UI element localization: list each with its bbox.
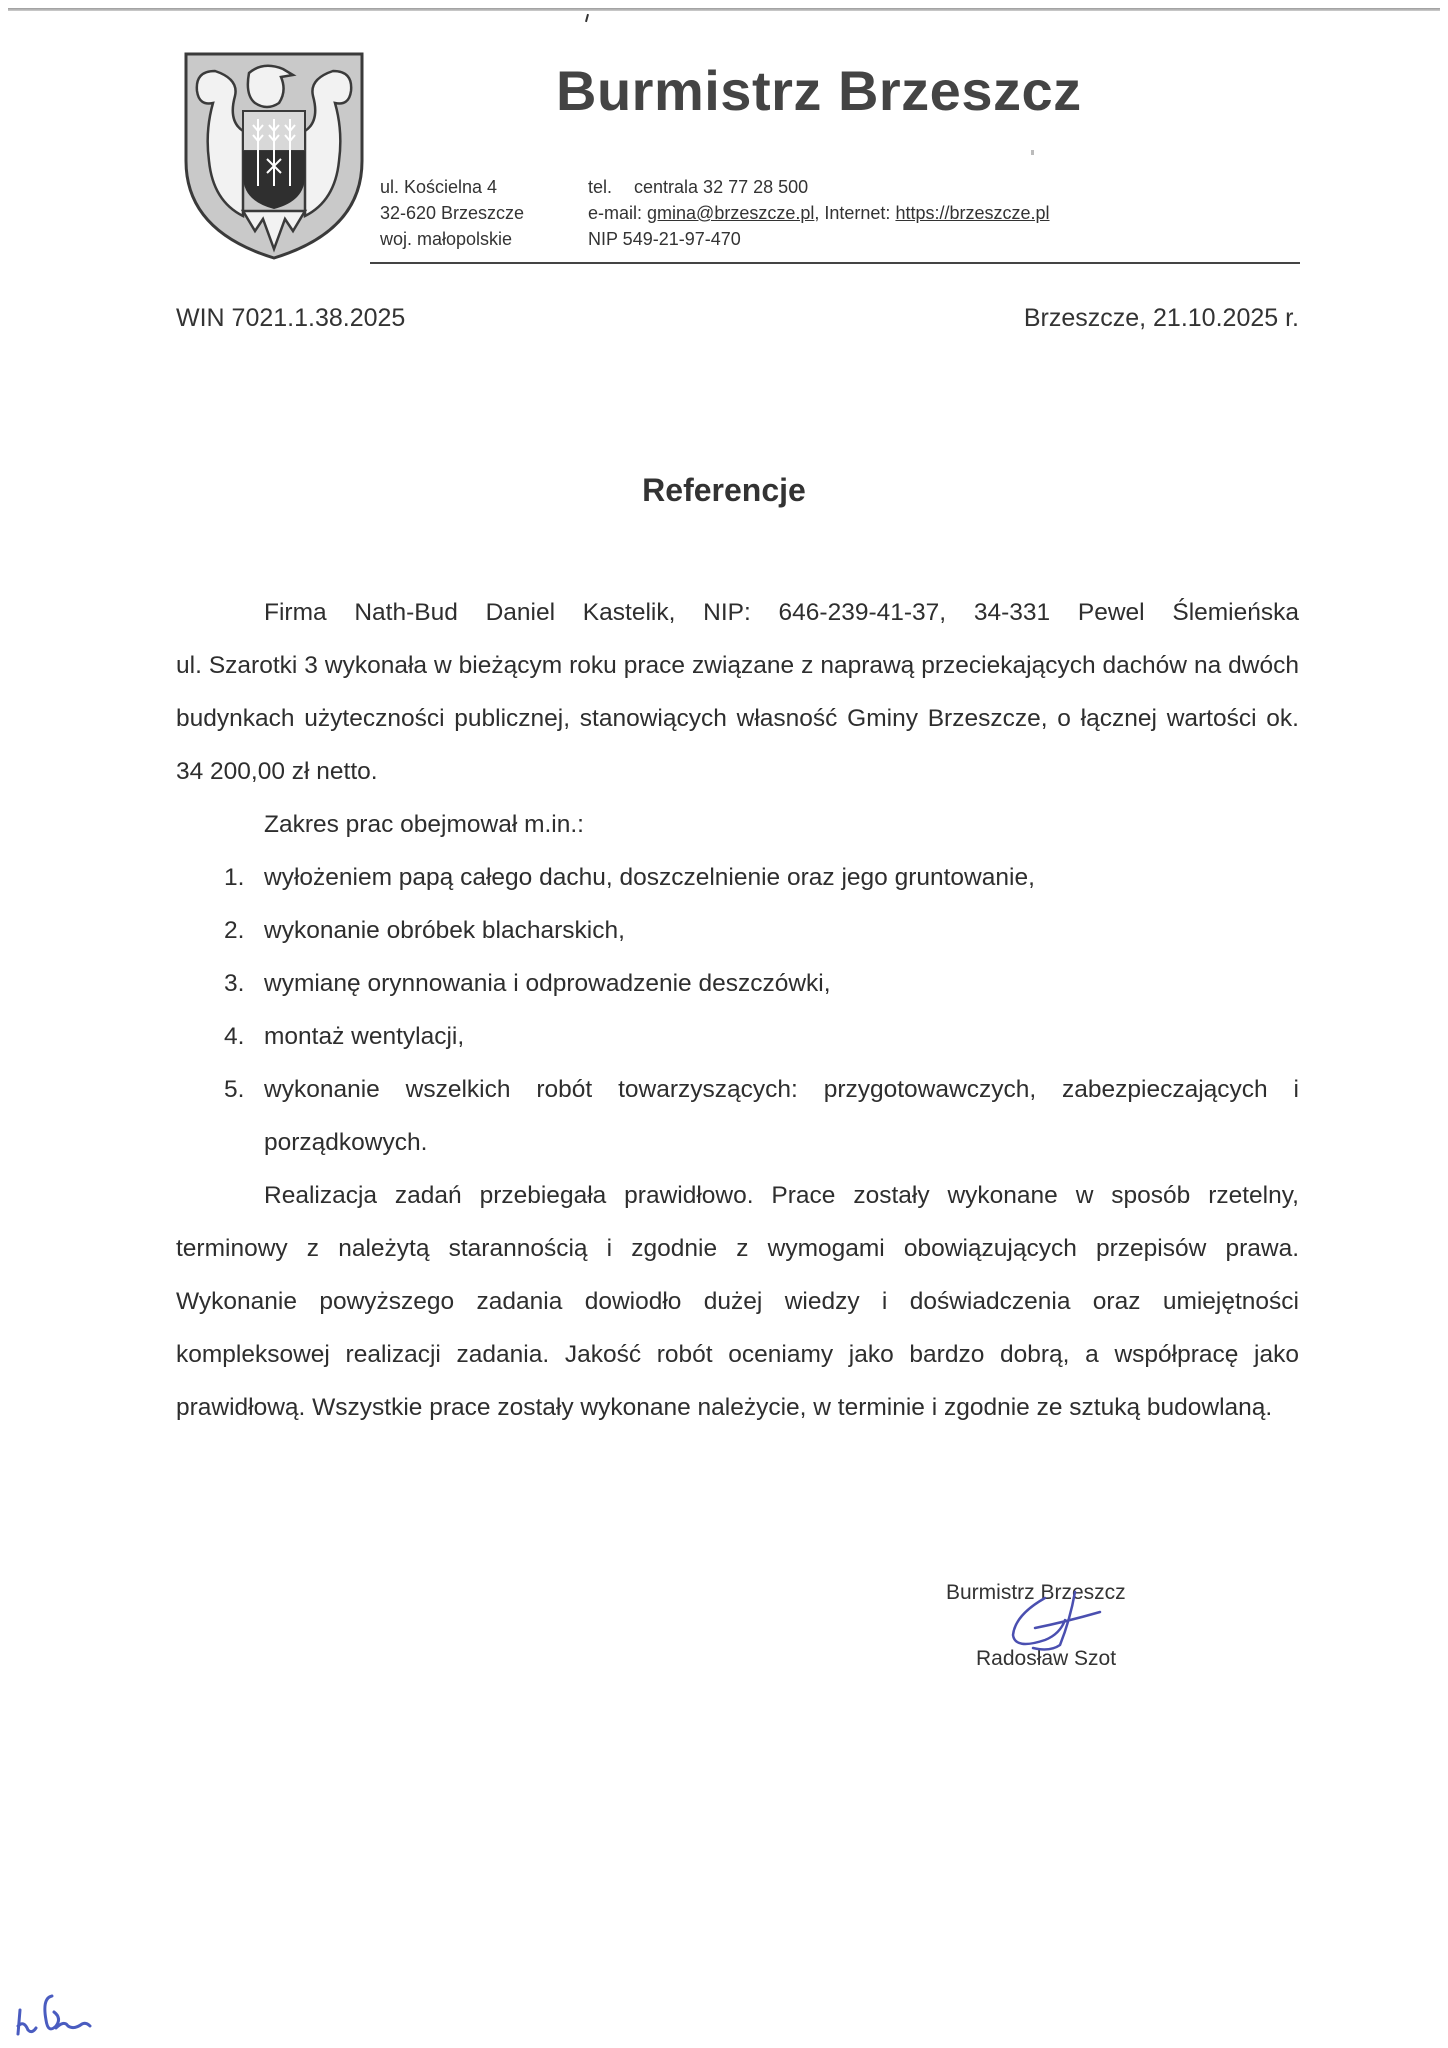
scope-item: 3. wymianę orynnowania i odprowadzenie deszczówki, [224,970,831,997]
address-street: ul. Kościelna 4 [380,177,498,197]
scope-item: 1. wyłożeniem papą całego dachu, doszczelnienie oraz jego gruntowanie, [224,864,1035,891]
letterhead-address [380,174,524,252]
letterhead-title: Burmistrz Brzeszcz [556,59,1082,122]
handwritten-signature-icon [1005,1590,1115,1660]
scope-item: 2. wykonanie obróbek blacharskich, [224,917,625,944]
scan-speck [1031,150,1034,155]
scope-item: 4. montaż wentylacji, [224,1023,465,1050]
document-title: Referencje [642,472,806,508]
letterhead-divider [370,262,1300,264]
reference-number: WIN 7021.1.38.2025 [176,304,406,332]
place-date: Brzeszcze, 21.10.2025 r. [1023,304,1299,332]
scan-mark [585,14,589,22]
signatory-name: Radosław Szot [976,1647,1117,1670]
intro-paragraph: ul. Szarotki 3 wykonała w bieżącym roku prace związane z naprawą przeciekających dachów na dwóch budynkach użyteczności publicznej, stanowiących własność Gminy Brzeszcze, o łącznej wartości ok. 34 200,00 zł netto. [176,652,1299,785]
address-city: 32-620 Brzeszcze [380,203,525,223]
address-region: woj. małopolskie [380,229,513,249]
website-link[interactable]: https://brzeszcze.pl [895,203,1050,223]
internet-label: , Internet: [814,203,891,223]
email-link[interactable]: gmina@brzeszcze.pl [647,203,815,223]
signatory-position: Burmistrz Brzeszcz [946,1581,1126,1604]
scope-list [176,851,1299,1169]
tel-label: tel. [588,177,613,197]
letterhead-contact [588,174,1050,252]
scope-item: 5. wykonanie wszelkich robót towarzyszących: przygotowawczych, zabezpieczających i porządkowych. [224,1076,1299,1156]
scope-intro: Zakres prac obejmował m.in.: [264,811,584,838]
tel-value: centrala 32 77 28 500 [634,177,809,197]
email-label: e-mail: [588,203,643,223]
document-body [176,586,1299,1434]
conclusion-paragraph: Realizacja zadań przebiegała prawidłowo. Prace zostały wykonane w sposób rzetelny, terminowy z należytą starannością i zgodnie z wymogami obowiązujących przepisów prawa. Wykonanie powyższego zadania dowiodło dużej wiedzy i doświadczenia oraz umiejętności kompleksowej realizacji zadania. Jakość robót oceniamy jako bardzo dobrą, a współpracę jako prawidłową. Wszystkie prace zostały wykonane należycie, w terminie i zgodnie ze sztuką budowlaną. [176,1182,1299,1421]
nip-number: NIP 549-21-97-470 [588,229,741,249]
coat-of-arms-eagle-icon [183,51,365,261]
intro-line-1: Firma Nath-Bud Daniel Kastelik, NIP: 646-239-41-37, 34-331 Pewel Ślemieńska [264,599,1299,626]
scan-top-edge-line [8,8,1440,11]
handwritten-initials-icon [12,1990,92,2038]
